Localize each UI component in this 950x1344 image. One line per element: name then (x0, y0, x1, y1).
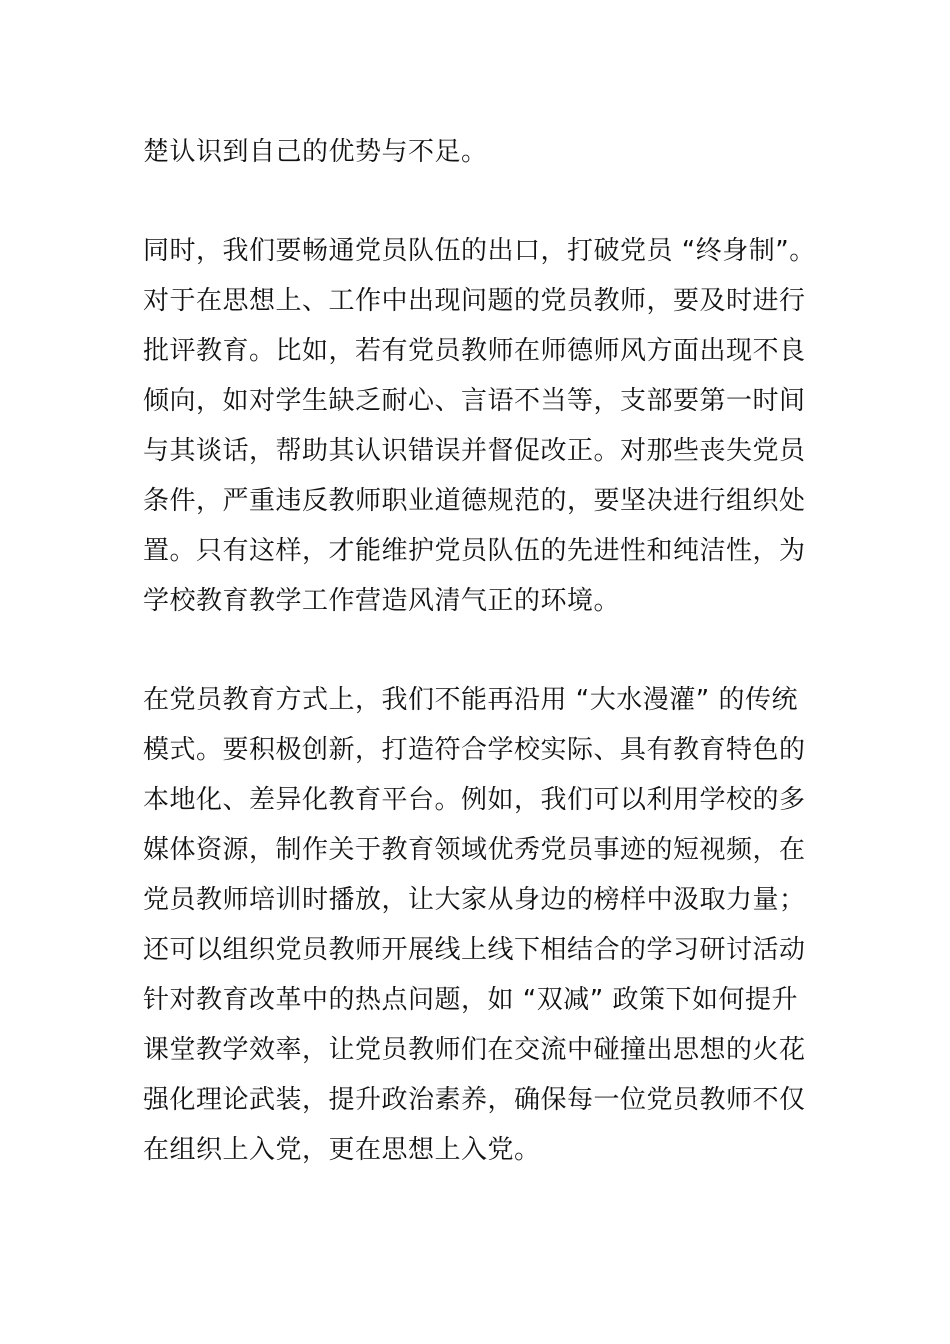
paragraph-3-line-5: 党员教师培训时播放，让大家从身边的榜样中汲取力量； (143, 885, 806, 915)
paragraph-3-line-8: 课堂教学效率，让党员教师们在交流中碰撞出思想的火花 (143, 1035, 806, 1065)
paragraph-3-line-9: 强化理论武装，提升政治素养，确保每一位党员教师不仅 (143, 1085, 806, 1115)
paragraph-2-line-1: 同时，我们要畅通党员队伍的出口，打破党员 “终身制”。 (143, 236, 816, 266)
paragraph-2-line-8: 学校教育教学工作营造风清气正的环境。 (143, 586, 621, 616)
paragraph-3-line-4: 媒体资源，制作关于教育领域优秀党员事迹的短视频，在 (143, 835, 806, 865)
paragraph-2-line-2: 对于在思想上、工作中出现问题的党员教师，要及时进行 (143, 286, 806, 316)
paragraph-2-line-7: 置。只有这样，才能维护党员队伍的先进性和纯洁性，为 (143, 536, 806, 566)
paragraph-3-line-7: 针对教育改革中的热点问题，如 “双减” 政策下如何提升 (143, 985, 798, 1015)
paragraph-3-line-6: 还可以组织党员教师开展线上线下相结合的学习研讨活动 (143, 935, 806, 965)
paragraph-3-line-2: 模式。要积极创新，打造符合学校实际、具有教育特色的 (143, 735, 806, 765)
paragraph-2-line-4: 倾向，如对学生缺乏耐心、言语不当等，支部要第一时间 (143, 386, 806, 416)
paragraph-2-line-6: 条件，严重违反教师职业道德规范的，要坚决进行组织处 (143, 486, 806, 516)
paragraph-3-line-1: 在党员教育方式上，我们不能再沿用 “大水漫灌” 的传统 (143, 685, 798, 715)
paragraph-2-line-3: 批评教育。比如，若有党员教师在师德师风方面出现不良 (143, 336, 806, 366)
paragraph-1-line-1: 楚认识到自己的优势与不足。 (143, 137, 488, 167)
paragraph-3-line-3: 本地化、差异化教育平台。例如，我们可以利用学校的多 (143, 785, 806, 815)
paragraph-3-line-10: 在组织上入党，更在思想上入党。 (143, 1135, 541, 1165)
paragraph-2-line-5: 与其谈话，帮助其认识错误并督促改正。对那些丧失党员 (143, 436, 806, 466)
